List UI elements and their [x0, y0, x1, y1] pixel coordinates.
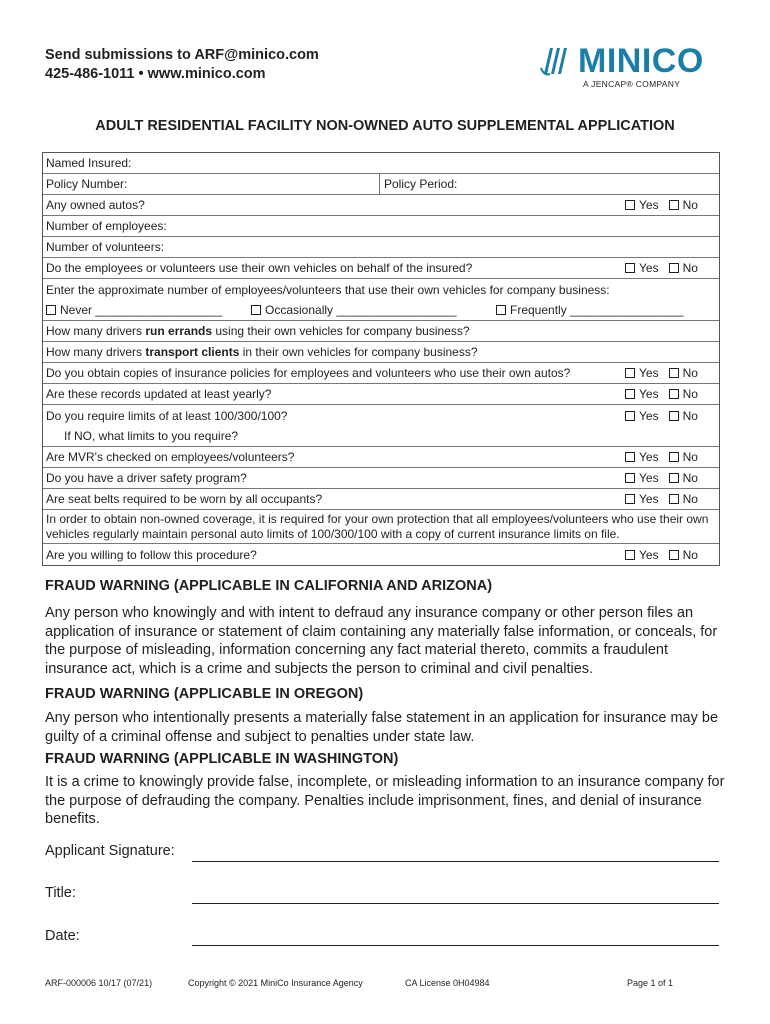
seat-belts-no-checkbox[interactable]: No: [669, 492, 698, 506]
num-employees-label: Number of employees:: [46, 219, 167, 233]
policy-period-field[interactable]: [380, 177, 457, 191]
policy-number-label: Policy Number:: [46, 177, 128, 191]
policy-period-label: Policy Period:: [384, 177, 458, 191]
limits-question: Do you require limits of at least 100/300/100?: [46, 409, 288, 423]
safety-row: [43, 468, 719, 489]
policy-row: [43, 174, 719, 195]
own-vehicles-question: Do the employees or volunteers use their own vehicles on behalf of the insured?: [46, 261, 473, 275]
limits-no-checkbox[interactable]: No: [669, 409, 698, 423]
follow-no-checkbox[interactable]: No: [669, 548, 698, 562]
applicant-signature-label: Applicant Signature:: [45, 843, 175, 859]
follow-row: [43, 544, 719, 565]
owned-autos-no-checkbox[interactable]: No: [669, 198, 698, 212]
frequently-checkbox[interactable]: Frequently _________________: [496, 303, 683, 317]
limits-yes-checkbox[interactable]: Yes: [625, 409, 659, 423]
mvr-question: Are MVR's checked on employees/volunteers?: [46, 450, 295, 464]
application-form: [42, 152, 720, 566]
seat-belts-yes-checkbox[interactable]: Yes: [625, 492, 659, 506]
num-employees-row[interactable]: [43, 216, 719, 237]
minico-wordmark: MINICO: [578, 42, 704, 80]
phone-website-line: 425-486-1011 • www.minico.com: [45, 66, 266, 82]
num-volunteers-row[interactable]: [43, 237, 719, 258]
mvr-row: [43, 447, 719, 468]
records-question: Are these records updated at least yearly?: [46, 387, 272, 401]
footer-form-id: ARF-000006 10/17 (07/21): [45, 978, 153, 988]
fraud-warning-or-heading: FRAUD WARNING (APPLICABLE IN OREGON): [45, 686, 364, 702]
if-no-limits-field[interactable]: If NO, what limits to you require?: [64, 429, 239, 443]
transport-clients-question: How many drivers transport clients in their own vehicles for company business?: [46, 345, 478, 359]
fraud-warning-wa-text: It is a crime to knowingly provide false, incomplete, or misleading information to an insurance company for the purpose of defrauding the company. Penalties include imprisonment, fines, and denial of insurance benefits.: [45, 774, 725, 827]
safety-no-checkbox[interactable]: No: [669, 471, 698, 485]
submission-contact: [45, 46, 319, 84]
own-vehicles-no-checkbox[interactable]: No: [669, 261, 698, 275]
minico-tagline: A JENCAP® COMPANY: [583, 79, 681, 89]
named-insured-row[interactable]: [43, 153, 719, 174]
own-vehicles-yes-checkbox[interactable]: Yes: [625, 261, 659, 275]
date-field[interactable]: [192, 929, 719, 946]
footer-license: CA License 0H04984: [405, 978, 490, 988]
records-row: [43, 384, 719, 405]
applicant-signature-field[interactable]: [192, 845, 719, 862]
owned-autos-row: [43, 195, 719, 216]
records-yes-checkbox[interactable]: Yes: [625, 387, 659, 401]
owned-autos-yes-checkbox[interactable]: Yes: [625, 198, 659, 212]
owned-autos-question: Any owned autos?: [46, 198, 145, 212]
title-field[interactable]: [192, 887, 719, 904]
named-insured-label: Named Insured:: [46, 156, 132, 170]
follow-yes-checkbox[interactable]: Yes: [625, 548, 659, 562]
fraud-warning-or-text: Any person who intentionally presents a materially false statement in an application for insurance may be guilty of a criminal offense and subject to penalties under state law.: [45, 710, 719, 745]
limits-row: [43, 405, 719, 447]
safety-yes-checkbox[interactable]: Yes: [625, 471, 659, 485]
fraud-warning-ca-az-heading: FRAUD WARNING (APPLICABLE IN CALIFORNIA AND ARIZONA): [45, 578, 493, 594]
approx-number-row: [43, 279, 719, 321]
copies-yes-checkbox[interactable]: Yes: [625, 366, 659, 380]
run-errands-row[interactable]: [43, 321, 719, 342]
run-errands-question: How many drivers run errands using their own vehicles for company business?: [46, 324, 470, 338]
copies-no-checkbox[interactable]: No: [669, 366, 698, 380]
records-no-checkbox[interactable]: No: [669, 387, 698, 401]
num-volunteers-label: Number of volunteers:: [46, 240, 165, 254]
mvr-no-checkbox[interactable]: No: [669, 450, 698, 464]
mvr-yes-checkbox[interactable]: Yes: [625, 450, 659, 464]
policy-number-field[interactable]: [43, 174, 380, 194]
never-checkbox[interactable]: Never ___________________: [46, 303, 251, 317]
seat-belts-question: Are seat belts required to be worn by all occupants?: [46, 492, 323, 506]
date-label: Date:: [45, 928, 80, 944]
copies-row: [43, 363, 719, 384]
coverage-note-row: [43, 510, 719, 544]
footer-copyright: Copyright © 2021 MiniCo Insurance Agency: [188, 978, 363, 988]
seat-belts-row: [43, 489, 719, 510]
coverage-note: In order to obtain non-owned coverage, it is required for your own protection that all employees/volunteers who use their own vehicles regularly maintain personal auto limits of 100/300/100 with a copy of current insurance limits on file.: [46, 512, 709, 541]
follow-question: Are you willing to follow this procedure?: [46, 547, 257, 562]
occasionally-checkbox[interactable]: Occasionally __________________: [251, 303, 496, 317]
transport-clients-row[interactable]: [43, 342, 719, 363]
minico-logo: [538, 42, 718, 92]
own-vehicles-row: [43, 258, 719, 279]
approx-number-question: Enter the approximate number of employees/volunteers that use their own vehicles for company business:: [46, 283, 610, 297]
document-title: ADULT RESIDENTIAL FACILITY NON-OWNED AUTO SUPPLEMENTAL APPLICATION: [95, 118, 675, 134]
minico-logo-mark-icon: [540, 44, 580, 78]
footer-page-number: Page 1 of 1: [627, 978, 674, 988]
fraud-warning-wa-heading: FRAUD WARNING (APPLICABLE IN WASHINGTON): [45, 751, 399, 767]
submission-email-line: Send submissions to ARF@minico.com: [45, 47, 319, 63]
title-label: Title:: [45, 885, 76, 901]
safety-question: Do you have a driver safety program?: [46, 471, 247, 485]
copies-question: Do you obtain copies of insurance policies for employees and volunteers who use their own autos?: [46, 366, 571, 380]
fraud-warning-ca-az-text: Any person who knowingly and with intent to defraud any insurance company or other person files an application of insurance or statement of claim containing any materially false information, or conceals, for the purpose of misleading, information concerning any fact material thereto, commits a fraudulent insurance act, which is a crime and subjects the person to criminal and civil penalties.: [45, 605, 718, 677]
